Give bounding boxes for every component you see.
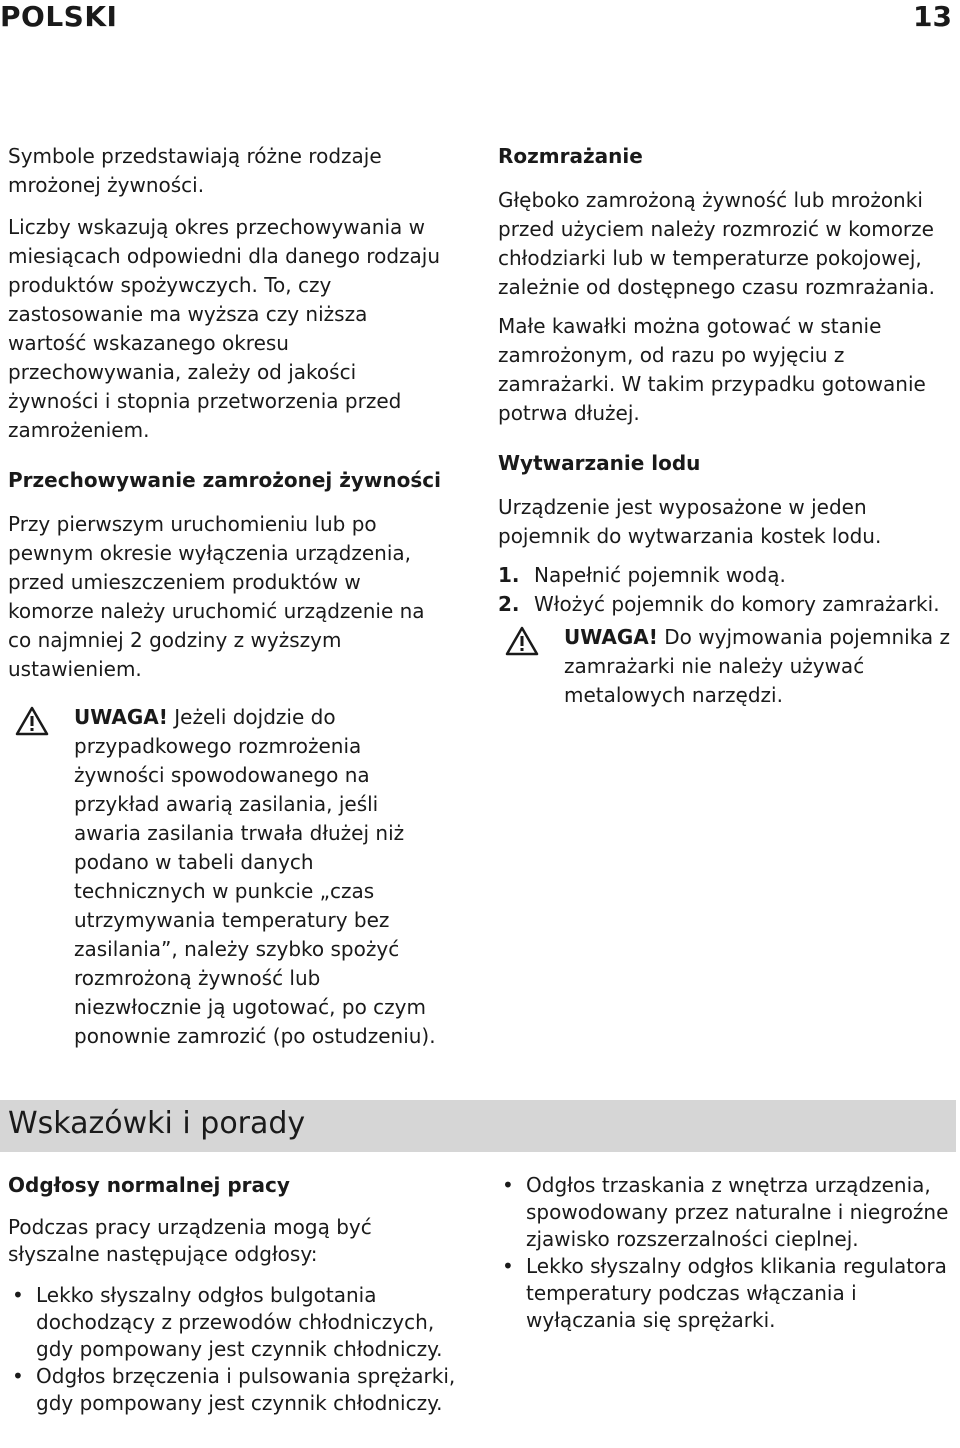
section-banner xyxy=(0,1100,956,1152)
list-item: • Odgłos trzaskania z wnętrza urządzenia, spowodowany przez naturalne i niegroźne zjawisko rozszerzalności cieplnej. xyxy=(502,1173,949,1251)
bullet-icon: • xyxy=(12,1283,24,1307)
bullet-icon: • xyxy=(502,1254,514,1278)
page-header xyxy=(0,0,960,34)
heading-ice: Wytwarzanie lodu xyxy=(498,451,701,475)
bullet-icon: • xyxy=(502,1173,514,1197)
warning-label: UWAGA! xyxy=(74,705,168,729)
noises-list-left xyxy=(8,1282,468,1417)
tips-left-column xyxy=(8,1172,468,1417)
warning-triangle-icon xyxy=(504,625,540,657)
warning-text: Do wyjmowania pojemnika z zamrażarki nie należy używać metalowych narzędzi. xyxy=(564,625,951,707)
warning-block-left xyxy=(8,703,448,1051)
page-number: 13 xyxy=(913,0,952,33)
heading-noises: Odgłosy normalnej pracy xyxy=(8,1173,290,1197)
warning-triangle-icon xyxy=(14,705,50,737)
warning-block-right xyxy=(498,623,953,710)
paragraph-small-pieces: Małe kawałki można gotować w stanie zamrożonym, od razu po wyjęciu z zamrażarki. W takim przypadku gotowanie potrwa dłużej. xyxy=(498,314,926,425)
heading-thawing: Rozmrażanie xyxy=(498,144,643,168)
warning-label: UWAGA! xyxy=(564,625,658,649)
list-item: • Lekko słyszalny odgłos klikania regulatora temperatury podczas włączania i wyłączania się sprężarki. xyxy=(502,1254,947,1332)
list-item: 2. Włożyć pojemnik do komory zamrażarki. xyxy=(498,592,940,616)
ice-steps-list xyxy=(498,561,953,619)
banner-title: Wskazówki i porady xyxy=(8,1106,306,1141)
tips-right-column xyxy=(498,1172,953,1334)
list-item: • Lekko słyszalny odgłos bulgotania dochodzący z przewodów chłodniczych, gdy pompowany jest czynnik chłodniczy. xyxy=(12,1283,443,1361)
paragraph-noises-intro: Podczas pracy urządzenia mogą być słyszalne następujące odgłosy: xyxy=(8,1215,372,1266)
warning-text: Jeżeli dojdzie do przypadkowego rozmrożenia żywności spowodowanego na przykład awarią zasilania, jeśli awaria zasilania trwała dłużej niż podano w tabeli danych technicznych w punkcie „czas utrzymywania temperatury bez zasilania”, należy szybko spożyć rozmrożoną żywność lub niezwłocznie ją ugotować, po czym ponownie zamrozić (po ostudzeniu). xyxy=(74,705,436,1048)
paragraph-ice-tray: Urządzenie jest wyposażone w jeden pojemnik do wytwarzania kostek lodu. xyxy=(498,495,882,548)
left-column xyxy=(8,142,448,1051)
paragraph-first-start: Przy pierwszym uruchomieniu lub po pewnym okresie wyłączenia urządzenia, przed umieszczeniem produktów w komorze należy uruchomić urządzenie na co najmniej 2 godziny z wyższym ustawieniem. xyxy=(8,512,425,681)
noises-list-right xyxy=(498,1172,953,1334)
paragraph-numbers: Liczby wskazują okres przechowywania w miesiącach odpowiedni dla danego rodzaju produktów spożywczych. To, czy zastosowanie ma wyższa czy niższa wartość wskazanego okresu przechowywania, zależy od jakości żywności i stopnia przetworzenia przed zamrożeniem. xyxy=(8,215,441,442)
right-column xyxy=(498,142,953,710)
section-title: POLSKI xyxy=(0,0,118,33)
list-item: • Odgłos brzęczenia i pulsowania sprężarki, gdy pompowany jest czynnik chłodniczy. xyxy=(12,1364,456,1415)
list-item: 1. Napełnić pojemnik wodą. xyxy=(498,563,786,587)
paragraph-thawing: Głęboko zamrożoną żywność lub mrożonki przed użyciem należy rozmrozić w komorze chłodziarki lub w temperaturze pokojowej, zależnie od dostępnego czasu rozmrażania. xyxy=(498,188,936,299)
bullet-icon: • xyxy=(12,1364,24,1388)
heading-storage: Przechowywanie zamrożonej żywności xyxy=(8,468,441,492)
paragraph-symbols: Symbole przedstawiają różne rodzaje mrożonej żywności. xyxy=(8,144,382,197)
